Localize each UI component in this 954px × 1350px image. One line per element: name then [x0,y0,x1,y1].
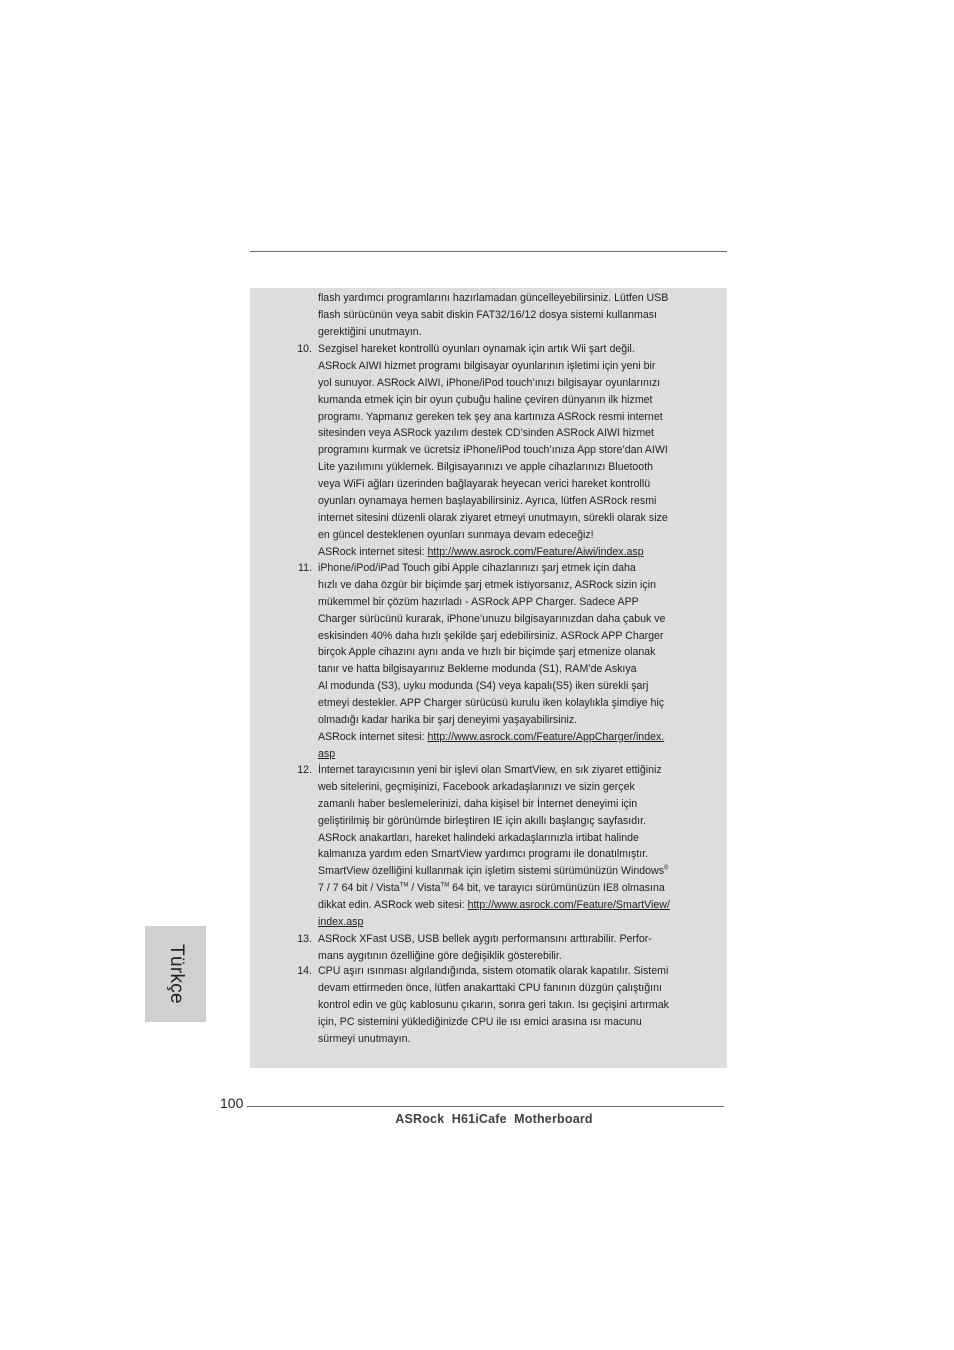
text-line: veya WiFi ağları üzerinden bağlayarak heyecan verici hareket kontrollü [318,478,651,491]
text-line: devam ettirmeden önce, lütfen anakarttaki CPU fanının düzgün çalıştığını [318,981,662,994]
website-line-continued [318,746,698,763]
text-line: programını kurmak ve ücretsiz iPhone/iPod touch’ınıza App store’dan AIWI [318,444,668,457]
text-line: Sezgisel hareket kontrollü oyunları oynamak için artık Wii şart değil. [318,343,635,355]
text-line: tanır ve hatta bilgisayarınız Bekleme modunda (S1), RAM’de Askıya [318,663,637,676]
text-line: internet sitesini düzenli olarak ziyaret etmeyi unutmayın, sürekli olarak size [318,511,668,524]
text-line: programı. Yapmanız gereken tek şey ana kartınıza ASRock resmi internet [318,410,663,423]
os-text-a: 7 / 7 64 bit / Vista [318,882,400,895]
trademark-mark: TM [399,882,409,889]
text-line: olmadığı kadar harika bir şarj deneyimi yaşayabilirsiniz. [318,714,578,727]
website-line [318,544,698,561]
text-line: birçok Apple cihazını aynı anda ve hızlı bir biçimde şarj etmenize olanak [318,646,656,659]
text-line: İnternet tarayıcısının yeni bir işlevi olan SmartView, en sık ziyaret ettiğiniz [318,764,662,776]
item-number-10: 10. [297,343,312,355]
language-tab-text: Türkçe [165,944,187,1004]
windows-requirement-text: SmartView özelliğini kullanmak için işletim sistemi sürümünüzün Windows [318,865,664,878]
text-line: sürmeyi unutmayın. [318,1032,411,1045]
text-line: Lite yazılımını yüklemek. Bilgisayarınızı ve apple cihazlarınızı Bluetooth [318,461,654,474]
text-line: sitesinden veya ASRock yazılım destek CD’sinden ASRock AIWI hizmet [318,427,655,440]
language-tab [145,926,206,1022]
text-line: geliştirilmiş bir görünümde birleştiren IE için akıllı başlangıç sayfasıdır. [318,814,646,827]
website-line [318,897,698,914]
text-line: oyunları oynamaya hemen başlayabilirsiniz. Ayrıca, lütfen ASRock resmi [318,495,657,508]
trademark-mark: TM [440,882,450,889]
text-line: mans aygıtının özelliğine göre değişiklik gösterebilir. [318,949,562,962]
text-line: kumanda etmek için bir oyun çubuğu haline çeviren dünyanın ilk hizmet [318,393,653,406]
text-line [318,863,698,880]
smartview-link-end[interactable]: index.asp [318,916,364,929]
item-11-paragraph [318,560,698,763]
item-14-paragraph [318,963,698,1047]
item-12-paragraph [318,762,698,931]
appcharger-link-end[interactable]: asp [318,747,336,760]
text-line: kalmanıza yardım eden SmartView yardımcı programı ile donatılmıştır. [318,848,649,861]
text-line: ASRock AIWI hizmet programı bilgisayar oyunlarının işletimi için yeni bir [318,359,656,372]
text-line: mükemmel bir çözüm hazırladı - ASRock APP Charger. Sadece APP [318,595,639,608]
page-number: 100 [220,1095,244,1111]
text-line: web sitelerini, geçmişinizi, Facebook arkadaşlarınızı ve sizin gerçek [318,780,635,793]
language-label [145,926,206,1022]
footer-title: ASRock H61iCafe Motherboard [395,1112,593,1126]
os-text-c: 64 bit, ve tarayıcı sürümünüzün IE8 olmasına [449,882,665,895]
text-line: iPhone/iPod/iPad Touch gibi Apple cihazlarınızı şarj etmek için daha [318,562,636,574]
item-number-13: 13. [297,933,312,945]
text-line: ASRock XFast USB, USB bellek aygıtı performansını arttırabilir. Perfor- [318,933,652,945]
text-line: hızlı ve daha özgür bir biçimde şarj etmek istiyorsanız, ASRock sizin için [318,578,656,591]
text-line: flash sürücünün veya sabit diskin FAT32/16/12 dosya sistemi kullanması [318,308,657,321]
aiwi-link[interactable]: http://www.asrock.com/Feature/Aiwi/index.asp [427,545,644,558]
text-line: Al modunda (S3), uyku modunda (S4) veya kapalı(S5) iken sürekli şarj [318,680,649,693]
text-line: en güncel desteklenen oyunları sunmaya devam edeceğiz! [318,528,594,541]
text-line: CPU aşırı ısınması algılandığında, sistem otomatik olarak kapatılır. Sistemi [318,965,669,977]
registered-mark: ® [664,865,669,872]
website-line [318,729,698,746]
os-text-b: / Vista [408,882,441,895]
text-line: etmeyi destekler. APP Charger sürücüsü kurulu iken kolaylıkla şimdiye hiç [318,697,665,710]
text-line: için, PC sistemini yüklediğinizde CPU ile ısı emici arasına ısı macunu [318,1015,642,1028]
text-line: flash yardımcı programlarını hazırlamadan güncelleyebilirsiniz. Lütfen USB [318,292,669,304]
text-line: gerektiğini unutmayın. [318,325,422,338]
footer-rule [247,1106,724,1107]
website-label: ASRock internet sitesi: [318,730,428,743]
text-line: ASRock anakartları, hareket halindeki arkadaşlarınızla irtibat halinde [318,831,639,844]
smartview-link[interactable]: http://www.asrock.com/Feature/SmartView/ [467,899,670,912]
item-10-paragraph [318,341,698,561]
text-line [318,880,698,897]
text-line: eskisinden 40% daha hızlı şekilde şarj edebilirsiniz. ASRock APP Charger [318,629,664,642]
intro-paragraph [318,290,698,341]
website-label: ASRock internet sitesi: [318,545,428,558]
header-rule [250,251,727,252]
text-line: Charger sürücünü kurarak, iPhone’unuzu bilgisayarınızdan daha çabuk ve [318,612,666,625]
website-label: dikkat edin. ASRock web sitesi: [318,899,468,912]
text-line: kontrol edin ve güç kablosunu çıkarın, sonra geri takın. Isı geçişini artırmak [318,998,669,1011]
website-line-continued [318,914,698,931]
item-13-paragraph [318,931,698,965]
item-number-14: 14. [297,965,312,977]
item-number-12: 12. [297,764,312,776]
item-number-11: 11. [298,562,312,574]
text-line: zamanlı haber beslemelerinizi, daha kişisel bir İnternet deneyimi için [318,797,638,810]
appcharger-link[interactable]: http://www.asrock.com/Feature/AppCharger/index. [427,730,665,743]
text-line: yol sunuyor. ASRock AIWI, iPhone/iPod touch’ınızı bilgisayar oyunlarınızı [318,376,661,389]
